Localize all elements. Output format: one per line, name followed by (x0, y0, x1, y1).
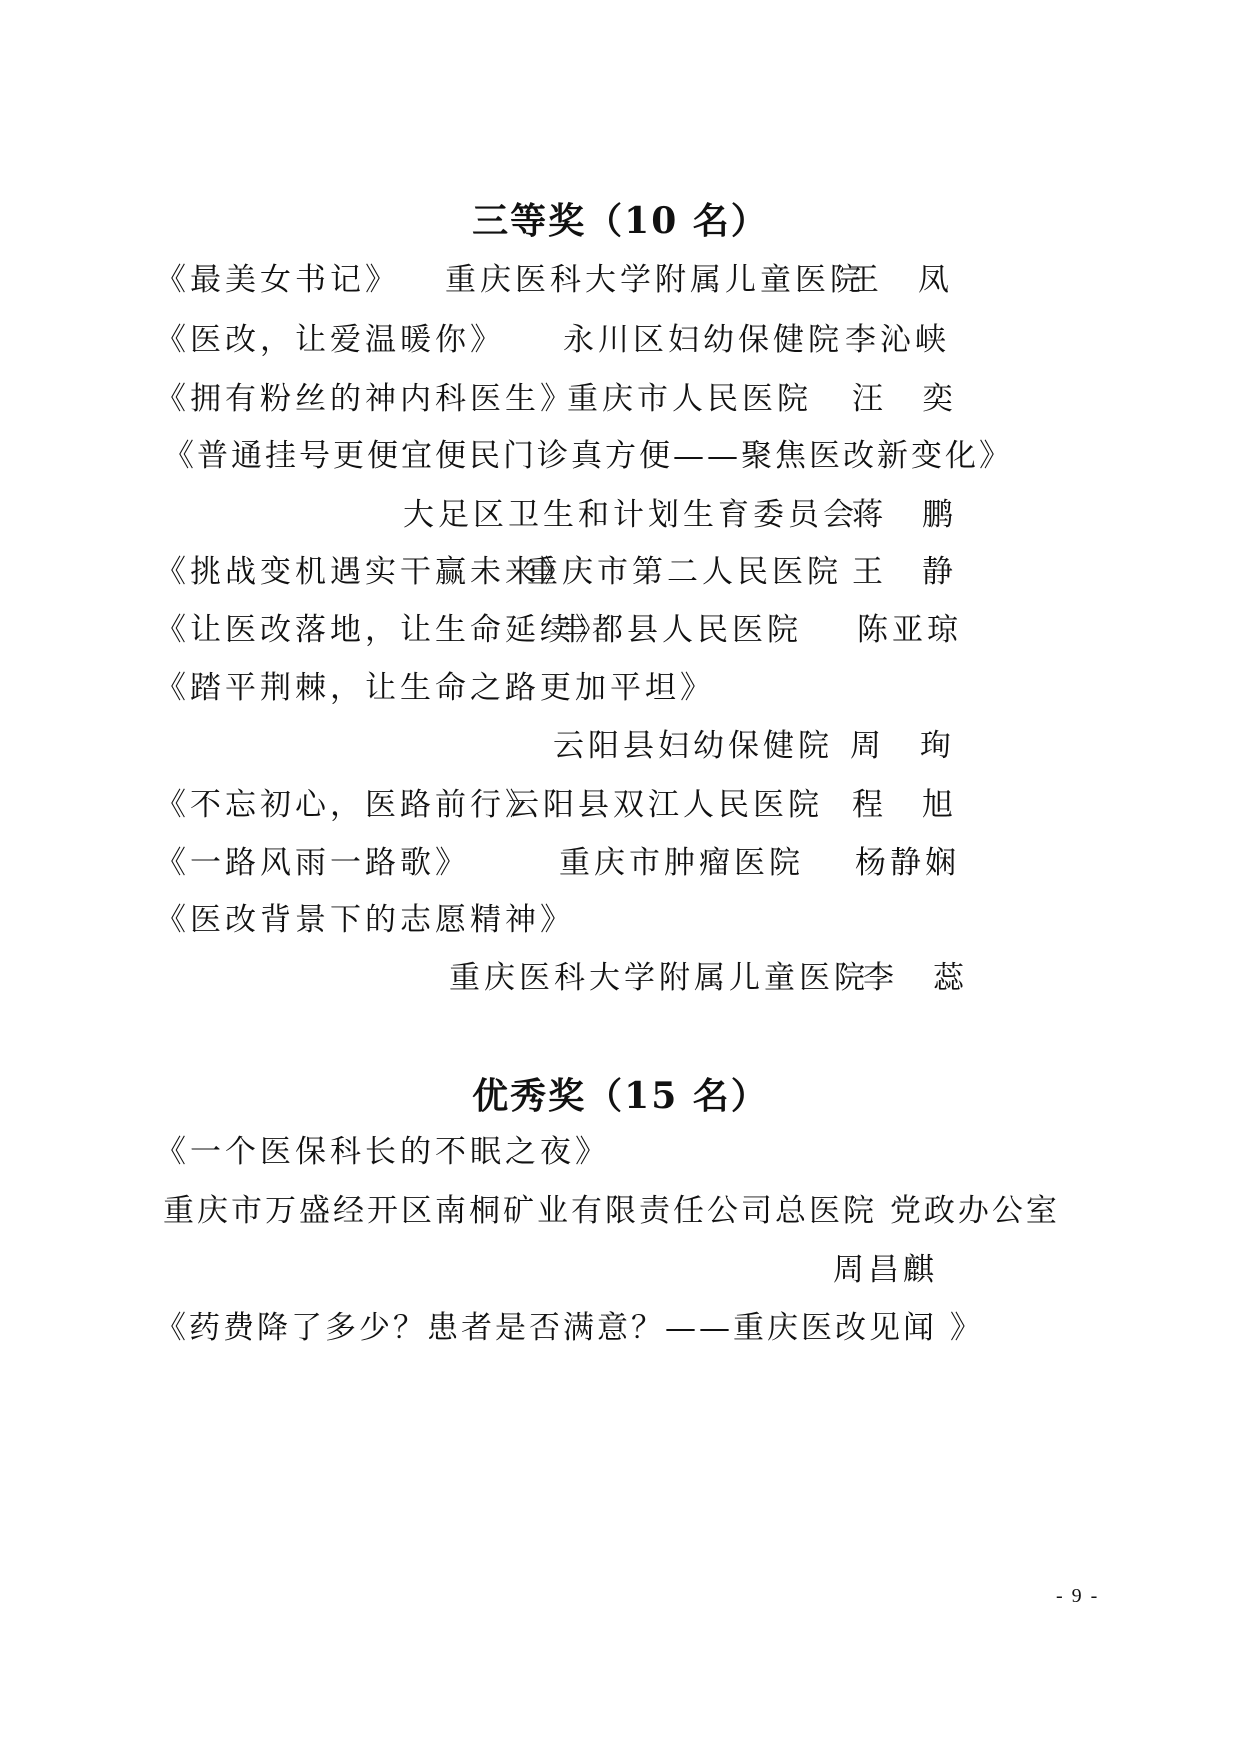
entry-author: 蒋 鹏 (852, 497, 957, 533)
entry-title: 《医改，让爱温暖你》 (155, 322, 505, 358)
entry-title: 《一路风雨一路歌》 (155, 845, 470, 881)
entry-title: 《让医改落地，让生命延续》 (155, 612, 610, 648)
entry-author: 李 蕊 (863, 960, 968, 996)
entry-unit: 重庆医科大学附属儿童医院 (449, 960, 869, 996)
entry-title: 《一个医保科长的不眠之夜》 (155, 1134, 610, 1170)
entry-title: 《医改背景下的志愿精神》 (155, 902, 575, 938)
entry-unit: 云阳县妇幼保健院 (553, 728, 833, 764)
entry-unit: 永川区妇幼保健院 (563, 322, 843, 358)
page-number: - 9 - (1056, 1585, 1100, 1607)
entry-unit: 重庆市人民医院 (567, 381, 812, 417)
entry-author: 陈亚琼 (857, 612, 962, 648)
entry-author: 杨静娴 (855, 845, 960, 881)
entry-title: 《普通挂号更便宜便民门诊真方便——聚焦医改新变化》 (163, 438, 1013, 474)
entry-author: 王 静 (852, 554, 957, 590)
entry-author: 周 珣 (850, 728, 955, 764)
section-heading-excellence-prize: 优秀奖（15 名） (472, 1075, 769, 1117)
entry-author: 汪 奕 (852, 381, 957, 417)
section-heading-third-prize: 三等奖（10 名） (472, 200, 769, 242)
entry-author: 周昌麒 (833, 1252, 938, 1288)
entry-author: 王 凤 (848, 262, 953, 298)
entry-unit: 重庆市肿瘤医院 (559, 845, 804, 881)
entry-title: 《最美女书记》 (155, 262, 400, 298)
entry-author: 程 旭 (852, 787, 957, 823)
entry-title: 《挑战变机遇实干赢未来》 (155, 554, 575, 590)
entry-unit: 重庆市万盛经开区南桐矿业有限责任公司总医院 党政办公室 (163, 1193, 1060, 1229)
entry-title: 《踏平荆棘，让生命之路更加平坦》 (155, 670, 715, 706)
entry-unit: 重庆医科大学附属儿童医院 (445, 262, 865, 298)
entry-title: 《拥有粉丝的神内科医生》 (155, 381, 575, 417)
entry-title: 《不忘初心，医路前行》 (155, 787, 540, 823)
entry-title: 《药费降了多少？患者是否满意？——重庆医改见闻 》 (155, 1310, 984, 1346)
entry-unit: 重庆市第二人民医院 (527, 554, 842, 590)
entry-unit: 丰都县人民医院 (557, 612, 802, 648)
entry-unit: 云阳县双江人民医院 (508, 787, 823, 823)
entry-unit: 大足区卫生和计划生育委员会 (403, 497, 858, 533)
entry-author: 李沁峡 (845, 322, 950, 358)
